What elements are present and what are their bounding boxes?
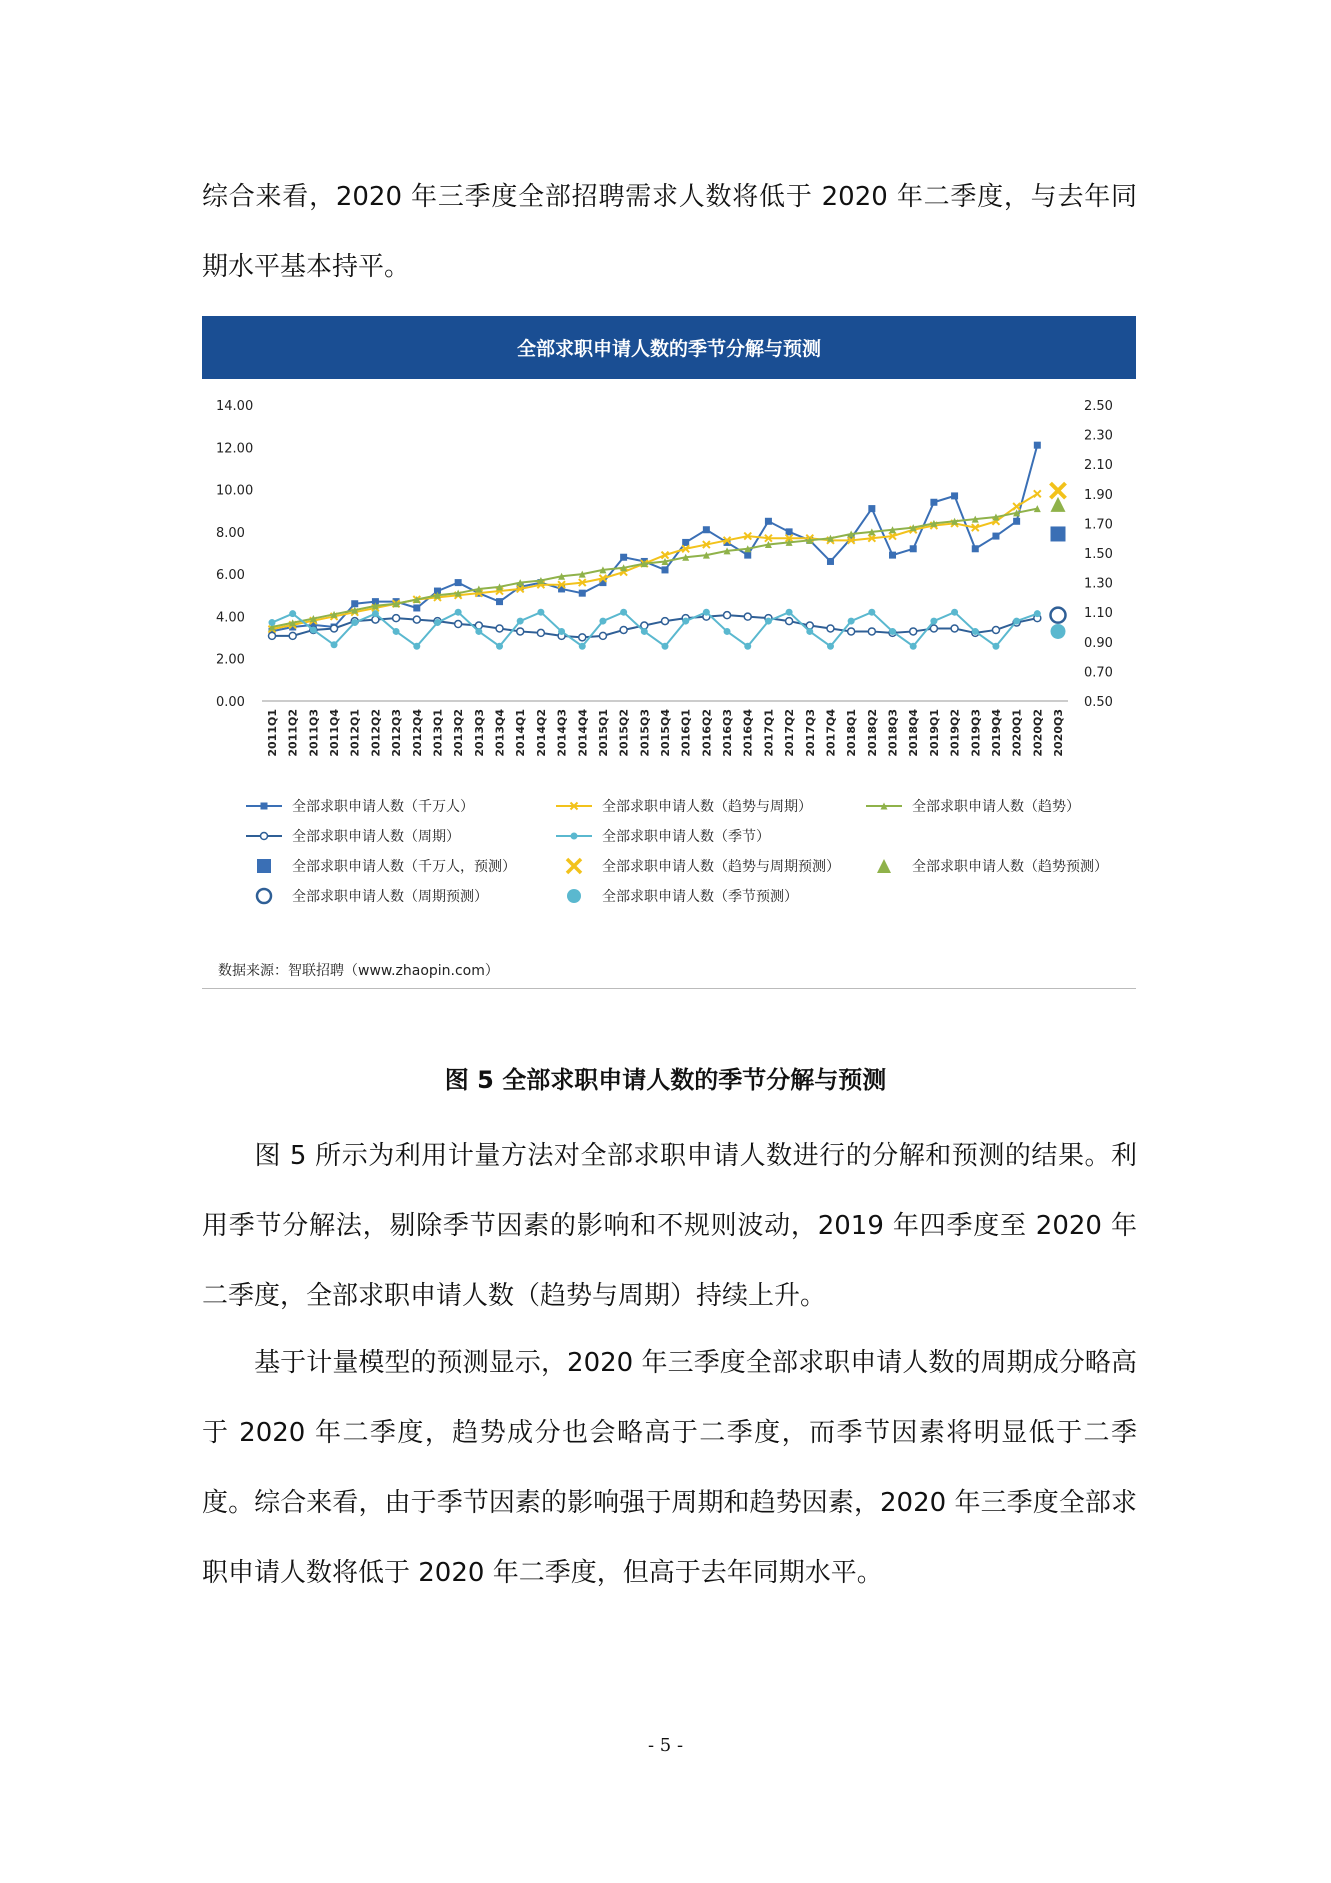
legend-swatch	[244, 857, 284, 875]
legend-label: 全部求职申请人数（趋势预测）	[912, 859, 1108, 875]
category-tick-label: 2019Q1	[927, 709, 941, 757]
series-point-0	[910, 545, 917, 552]
series-point-3	[393, 615, 400, 622]
category-tick-label: 2011Q1	[266, 709, 279, 757]
category-tick-label: 2013Q1	[431, 709, 445, 757]
legend-swatch	[864, 797, 904, 815]
series-point-4	[413, 643, 420, 650]
category-tick-label: 2018Q4	[907, 709, 921, 757]
series-point-3	[331, 625, 338, 632]
category-tick-label: 2016Q4	[741, 709, 755, 757]
figure-caption: 图 5 全部求职申请人数的季节分解与预测	[444, 1066, 887, 1094]
series-point-4	[868, 609, 875, 616]
legend-item	[554, 886, 798, 906]
series-point-4	[951, 609, 958, 616]
left-axis-tick-label: 0.00	[216, 695, 245, 710]
series-point-4	[310, 626, 317, 633]
category-tick-label: 2020Q3	[1052, 709, 1065, 757]
left-axis-tick-label: 14.00	[216, 399, 254, 414]
category-tick-label: 2015Q2	[617, 709, 631, 757]
forecast-point-9	[1051, 624, 1066, 639]
category-tick-label: 2014Q4	[576, 709, 590, 757]
category-tick-label: 2013Q3	[472, 709, 486, 757]
right-axis-tick-label: 1.70	[1084, 517, 1113, 533]
right-axis-tick-label: 1.30	[1084, 576, 1113, 592]
body-paragraph-1-text: 图 5 所示为利用计量方法对全部求职申请人数进行的分解和预测的结果。利用季节分解法，剔除季节因素的影响和不规则波动，2019 年四季度至 2020 年二季度，全部求职申请人数（趋势与周期）持续上升。	[202, 1141, 1137, 1311]
series-point-0	[868, 505, 875, 512]
series-point-4	[827, 643, 834, 650]
category-tick-label: 2016Q2	[700, 709, 714, 757]
body-paragraph-2-text: 基于计量模型的预测显示，2020 年三季度全部求职申请人数的周期成分略高于 2020 年二季度，趋势成分也会略高于二季度，而季节因素将明显低于二季度。综合来看，由于季节因素的影响强于周期和趋势因素，2020 年三季度全部求职申请人数将低于 2020 年二季度，但高于去年同期水平。	[202, 1348, 1137, 1588]
series-point-4	[910, 643, 917, 650]
series-point-3	[537, 629, 544, 636]
category-tick-label: 2012Q2	[369, 709, 383, 757]
legend-item	[554, 826, 770, 846]
series-point-0	[662, 566, 669, 573]
category-tick-label: 2017Q2	[783, 709, 797, 757]
series-point-3	[455, 621, 462, 628]
right-axis-tick-label: 0.50	[1084, 695, 1113, 710]
category-tick-label: 2016Q3	[721, 709, 735, 757]
right-axis-tick-label: 2.50	[1084, 399, 1113, 414]
series-point-3	[599, 632, 606, 639]
series-point-0	[413, 604, 420, 611]
series-point-3	[413, 616, 420, 623]
series-point-0	[951, 492, 958, 499]
series-point-3	[827, 625, 834, 632]
category-tick-label: 2020Q1	[1010, 709, 1024, 757]
legend-item	[554, 856, 840, 876]
series-point-4	[558, 628, 565, 635]
category-tick-label: 2019Q3	[969, 709, 983, 757]
series-point-3	[744, 613, 751, 620]
series-point-0	[889, 552, 896, 559]
category-tick-label: 2017Q3	[803, 709, 817, 757]
page-number: - 5 -	[647, 1735, 684, 1756]
series-point-4	[537, 609, 544, 616]
category-tick-label: 2018Q3	[886, 709, 900, 757]
legend-label: 全部求职申请人数（趋势）	[912, 799, 1080, 815]
category-tick-label: 2018Q2	[865, 709, 879, 757]
series-point-3	[496, 625, 503, 632]
intro-paragraph: 综合来看，2020 年三季度全部招聘需求人数将低于 2020 年二季度，与去年同期水平基本持平。	[202, 182, 1137, 282]
chart-legend	[202, 796, 1136, 926]
series-point-4	[269, 619, 276, 626]
category-tick-label: 2014Q2	[534, 709, 548, 757]
series-point-0	[992, 533, 999, 540]
right-axis-tick-label: 2.10	[1084, 458, 1113, 474]
chart-container	[202, 316, 1136, 990]
series-point-4	[620, 609, 627, 616]
legend-swatch	[554, 857, 594, 875]
legend-label: 全部求职申请人数（千万人，预测）	[292, 859, 516, 875]
series-point-4	[744, 643, 751, 650]
series-point-4	[889, 628, 896, 635]
series-point-4	[517, 618, 524, 625]
series-point-4	[434, 619, 441, 626]
category-tick-label: 2014Q3	[555, 709, 569, 757]
legend-item	[864, 796, 1080, 816]
series-point-3	[930, 625, 937, 632]
series-point-3	[848, 628, 855, 635]
right-axis-tick-label: 2.30	[1084, 428, 1113, 444]
legend-label: 全部求职申请人数（季节）	[602, 829, 770, 845]
forecast-point-6	[1051, 483, 1066, 498]
category-tick-label: 2017Q4	[824, 709, 838, 757]
series-point-4	[331, 641, 338, 648]
category-tick-label: 2011Q3	[307, 709, 321, 757]
forecast-point-7	[1051, 497, 1066, 512]
legend-label: 全部求职申请人数（周期预测）	[292, 889, 488, 905]
legend-label: 全部求职申请人数（季节预测）	[602, 889, 798, 905]
series-point-4	[765, 618, 772, 625]
legend-swatch	[244, 797, 284, 815]
category-tick-label: 2012Q1	[348, 709, 362, 757]
series-point-4	[724, 628, 731, 635]
series-point-4	[599, 618, 606, 625]
series-point-3	[868, 628, 875, 635]
right-axis-tick-label: 0.70	[1084, 665, 1113, 681]
series-line-2	[272, 509, 1037, 627]
category-tick-label: 2011Q4	[328, 709, 342, 757]
right-axis-tick-label: 0.90	[1084, 635, 1113, 651]
series-point-4	[579, 643, 586, 650]
series-point-4	[475, 628, 482, 635]
category-tick-label: 2016Q1	[679, 709, 693, 757]
series-point-3	[579, 634, 586, 641]
data-source: 数据来源：智联招聘（www.zhaopin.com）	[218, 963, 499, 979]
series-point-3	[951, 625, 958, 632]
left-axis-tick-label: 6.00	[216, 568, 245, 584]
series-point-4	[372, 610, 379, 617]
series-point-0	[703, 526, 710, 533]
series-line-0	[272, 445, 1037, 631]
category-tick-label: 2011Q2	[286, 709, 300, 757]
series-point-4	[703, 609, 710, 616]
series-point-0	[620, 554, 627, 561]
series-point-1	[1034, 490, 1041, 497]
series-point-3	[724, 612, 731, 619]
category-tick-label: 2012Q4	[410, 709, 424, 757]
series-point-3	[620, 626, 627, 633]
series-point-4	[289, 610, 296, 617]
legend-item	[864, 856, 1108, 876]
category-tick-label: 2019Q2	[948, 709, 962, 757]
right-axis-tick-label: 1.90	[1084, 487, 1113, 503]
legend-label: 全部求职申请人数（千万人）	[292, 799, 474, 815]
body-paragraph-1	[202, 1121, 1137, 1331]
series-point-4	[1013, 618, 1020, 625]
category-tick-label: 2019Q4	[989, 709, 1003, 757]
series-point-0	[827, 558, 834, 565]
category-tick-label: 2015Q1	[596, 709, 610, 757]
category-tick-label: 2014Q1	[514, 709, 528, 757]
series-point-1	[1013, 503, 1020, 510]
series-point-0	[455, 579, 462, 586]
series-point-3	[289, 632, 296, 639]
legend-item	[244, 856, 516, 876]
category-tick-label: 2018Q1	[845, 709, 859, 757]
right-axis-tick-label: 1.50	[1084, 547, 1113, 562]
series-point-0	[786, 528, 793, 535]
forecast-point-5	[1051, 526, 1066, 541]
left-axis-tick-label: 8.00	[216, 525, 245, 541]
series-point-0	[930, 499, 937, 506]
category-tick-label: 2020Q2	[1031, 709, 1045, 757]
series-point-4	[641, 628, 648, 635]
series-point-3	[517, 628, 524, 635]
series-point-4	[972, 628, 979, 635]
series-point-4	[496, 643, 503, 650]
series-point-4	[682, 618, 689, 625]
series-point-4	[351, 619, 358, 626]
series-point-4	[1034, 610, 1041, 617]
category-tick-label: 2015Q3	[638, 709, 652, 757]
series-point-3	[786, 618, 793, 625]
category-tick-label: 2015Q4	[659, 709, 672, 757]
right-axis-tick-label: 1.10	[1084, 606, 1113, 622]
series-point-0	[1034, 442, 1041, 449]
chart-bottom-rule	[202, 988, 1136, 989]
left-axis-tick-label: 12.00	[216, 441, 254, 457]
series-point-0	[682, 539, 689, 546]
series-point-0	[496, 598, 503, 605]
legend-item	[244, 886, 488, 906]
category-tick-label: 2017Q1	[762, 709, 776, 757]
series-point-4	[455, 609, 462, 616]
series-line-1	[272, 494, 1037, 629]
series-point-4	[393, 628, 400, 635]
legend-swatch	[864, 857, 904, 875]
series-point-4	[848, 618, 855, 625]
series-point-3	[910, 628, 917, 635]
series-point-0	[972, 545, 979, 552]
legend-item	[244, 796, 474, 816]
left-axis-tick-label: 2.00	[216, 652, 245, 668]
legend-label: 全部求职申请人数（趋势与周期）	[602, 799, 812, 815]
legend-swatch	[554, 887, 594, 905]
forecast-point-8	[1051, 608, 1066, 623]
series-point-3	[992, 626, 999, 633]
series-point-4	[992, 643, 999, 650]
left-axis-tick-label: 4.00	[216, 610, 245, 626]
series-point-0	[765, 518, 772, 525]
series-point-4	[930, 618, 937, 625]
series-point-0	[351, 600, 358, 607]
category-tick-label: 2013Q2	[452, 709, 466, 757]
series-point-3	[269, 632, 276, 639]
legend-label: 全部求职申请人数（周期）	[292, 829, 460, 845]
legend-swatch	[554, 827, 594, 845]
category-tick-label: 2012Q3	[390, 709, 404, 757]
series-point-0	[579, 590, 586, 597]
left-axis-tick-label: 10.00	[216, 483, 254, 499]
chart-title: 全部求职申请人数的季节分解与预测	[202, 316, 1136, 379]
body-paragraph-2	[202, 1328, 1137, 1608]
category-tick-label: 2013Q4	[493, 709, 507, 757]
chart-plot	[202, 379, 1136, 799]
series-point-0	[1013, 518, 1020, 525]
legend-label: 全部求职申请人数（趋势与周期预测）	[602, 859, 840, 875]
legend-swatch	[554, 797, 594, 815]
series-point-4	[662, 643, 669, 650]
legend-item	[554, 796, 812, 816]
series-point-0	[744, 552, 751, 559]
legend-swatch	[244, 887, 284, 905]
series-point-4	[806, 628, 813, 635]
legend-swatch	[244, 827, 284, 845]
legend-item	[244, 826, 460, 846]
series-point-4	[786, 609, 793, 616]
series-point-3	[662, 618, 669, 625]
